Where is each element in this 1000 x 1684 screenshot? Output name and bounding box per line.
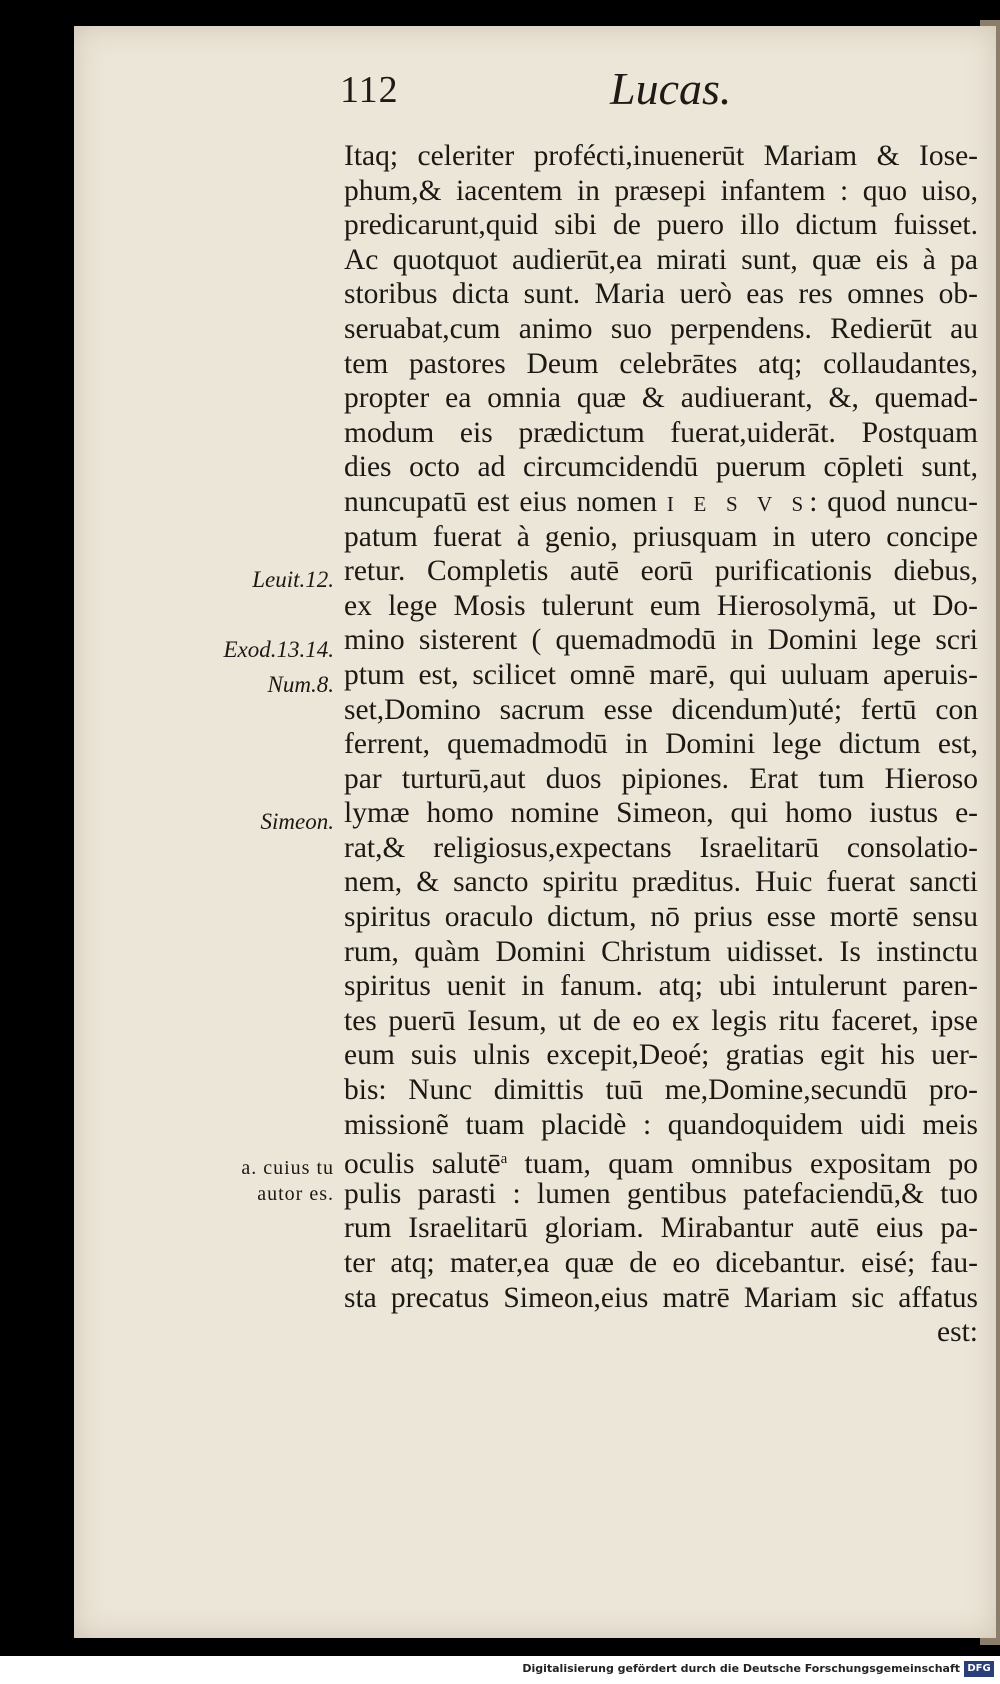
text-line: modum eis prædictum fuerat,uiderāt. Postquam	[344, 416, 978, 449]
running-title: Lucas.	[610, 63, 732, 114]
text-fragment: tuam, quam omnibus expositam po	[524, 1148, 979, 1181]
text-line: set,Domino sacrum esse dicendum)uté; fertū con	[344, 693, 978, 726]
text-fragment: nuncupatū est eius nomen	[344, 485, 657, 518]
margin-note-num: Num.8.	[267, 672, 334, 697]
text-line: missionẽ tuam placidè : quandoquidem uidi meis	[344, 1108, 978, 1141]
margin-note-exod: Exod.13.14.	[223, 637, 334, 662]
text-line-iesus	[344, 485, 978, 520]
margin-note-leuit: Leuit.12.	[252, 567, 334, 592]
text-line: rat,& religiosus,expectans Israelitarū consolatio-	[344, 831, 978, 864]
text-line: ferrent, quemadmodū in Domini lege dictum est,	[344, 728, 978, 761]
text-line: par turturū,aut duos pipiones. Erat tum Hieroso	[344, 762, 978, 795]
text-line: Ac quotquot audierūt,ea mirati sunt, quæ eis à pa	[344, 243, 978, 276]
text-line: mino sisterent ( quemadmodū in Domini lege scri	[344, 624, 978, 657]
footer-credit: Digitalisierung gefördert durch die Deutsche Forschungsgemeinschaft	[522, 1662, 960, 1675]
text-line: Itaq; celeriter profécti,inuenerūt Mariam & Iose-	[344, 140, 978, 172]
dfg-logo: DFG	[964, 1661, 994, 1677]
text-line: storibus dicta sunt. Maria uerò eas res omnes ob-	[344, 278, 978, 311]
text-line: lymæ homo nomine Simeon, qui homo iustus e-	[344, 797, 978, 830]
text-line-note-ref	[344, 1142, 979, 1181]
iesus-smallcaps: I E S V S	[666, 491, 810, 516]
text-fragment: oculis salutē	[344, 1148, 501, 1181]
text-line: dies octo ad circumcidendū puerum cōpleti sunt,	[344, 451, 978, 484]
text-line: retur. Completis autē eorū purificationis diebus,	[344, 555, 978, 588]
text-line: bis: Nunc dimittis tuū me,Domine,secundū pro-	[344, 1074, 978, 1107]
text-line: spiritus oraculo dictum, nō prius esse mortē sensu	[344, 901, 978, 934]
text-fragment: : quod nuncu-	[809, 485, 979, 518]
main-text-block	[344, 139, 978, 1350]
text-line: sta precatus Simeon,eius matrē Mariam sic affatus	[344, 1281, 978, 1314]
text-line: rum Israelitarū gloriam. Mirabantur autē eius pa-	[344, 1212, 978, 1245]
text-line: phum,& iacentem in præsepi infantem : quo uiso,	[344, 174, 978, 207]
text-line: ex lege Mosis tulerunt eum Hierosolymā, ut Do-	[344, 589, 978, 622]
text-line: patum fuerat à genio, priusquam in utero concipe	[344, 520, 978, 553]
catchword: est:	[937, 1316, 978, 1349]
margin-note-a-line2: autor es.	[257, 1183, 334, 1205]
text-line: tem pastores Deum celebrātes atq; collaudantes,	[344, 347, 978, 380]
text-line: pulis parasti : lumen gentibus patefaciendū,& tuo	[344, 1177, 978, 1210]
text-line: propter ea omnia quæ & audiuerant, &, quemad-	[344, 382, 978, 415]
text-line: eum suis ulnis excepit,Deoé; gratias egit his uer-	[344, 1039, 978, 1072]
page-number: 112	[340, 69, 399, 111]
text-line: seruabat,cum animo suo perpendens. Redierūt au	[344, 312, 978, 345]
text-line: tes puerū Iesum, ut de eo ex legis ritu faceret, ipse	[344, 1004, 978, 1037]
text-line: ter atq; mater,ea quæ de eo dicebantur. eisé; fau-	[344, 1247, 978, 1279]
note-marker: a	[500, 1151, 508, 1168]
margin-note-a-line1: a. cuius tu	[241, 1157, 334, 1179]
page-header	[340, 62, 980, 136]
text-line: spiritus uenit in fanum. atq; ubi intulerunt paren-	[344, 970, 978, 1003]
footer-bar	[0, 1656, 1000, 1684]
text-line: ptum est, scilicet omnē marē, qui uuluam aperuis-	[344, 658, 978, 691]
text-line: nem, & sancto spiritu præditus. Huic fuerat sancti	[344, 866, 978, 899]
text-line: rum, quàm Domini Christum uidisset. Is instinctu	[344, 935, 978, 968]
margin-note-simeon: Simeon.	[260, 809, 334, 834]
text-line: predicarunt,quid sibi de puero illo dictum fuisset.	[344, 209, 978, 242]
